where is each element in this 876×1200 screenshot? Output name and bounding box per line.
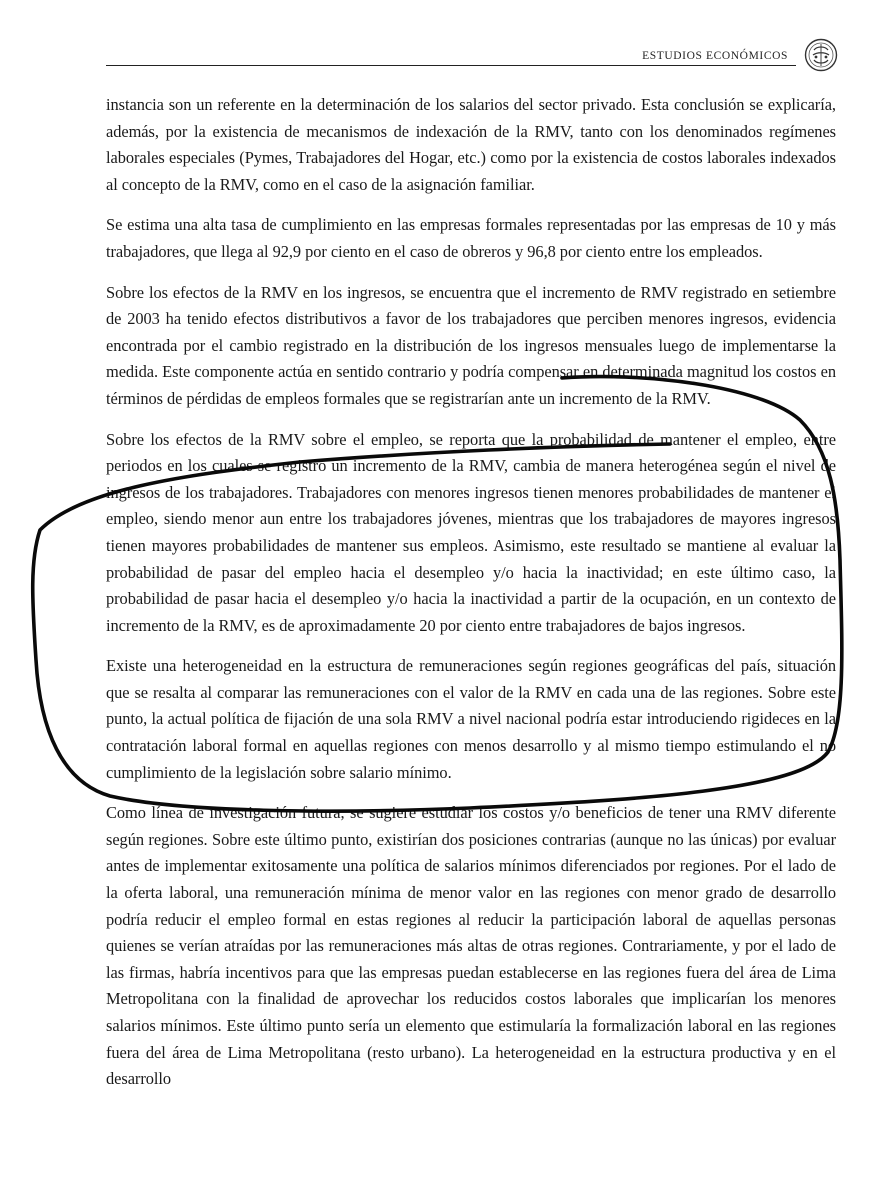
page-header xyxy=(106,36,838,70)
document-body xyxy=(106,92,836,1107)
bcrp-seal-icon xyxy=(804,38,838,72)
paragraph-3: Sobre los efectos de la RMV en los ingresos, se encuentra que el incremento de RMV registrado en setiembre de 2003 ha tenido efectos distributivos a favor de los trabajadores que perciben menores ingresos, evidencia encontrada por el cambio registrado en la distribución de los ingresos mensuales luego de implementarse la medida. Este componente actúa en sentido contrario y podría compensar en determinada magnitud los costos en términos de pérdidas de empleos formales que se registrarían ante un incremento de la RMV. xyxy=(106,282,836,408)
paragraph-5: Existe una heterogeneidad en la estructura de remuneraciones según regiones geográficas del país, situación que se resalta al comparar las remuneraciones con el valor de la RMV en cada una de las regiones. Sobre este punto, la actual política de fijación de una sola RMV a nivel nacional podría estar introduciendo rigideces en la contratación laboral formal en aquellas regiones con menos desarrollo y al mismo tiempo estimulando el no cumplimiento de la legislación sobre salario mínimo. xyxy=(106,656,836,782)
header-title: ESTUDIOS ECONÓMICOS xyxy=(642,50,788,62)
header-rule xyxy=(106,65,796,66)
paragraph-6: Como línea de investigación futura, se sugiere estudiar los costos y/o beneficios de tener una RMV diferente según regiones. Sobre este último punto, existirían dos posiciones contrarias (aunque no las únicas) por evaluar antes de implementar exitosamente una política de salarios mínimos diferenciados por regiones. Por el lado de la oferta laboral, una remuneración mínima de menor valor en las regiones con menor grado de desarrollo podría reducir el empleo formal en estas regiones al reducir la participación laboral de aquellas personas quienes se verían atraídas por las remuneraciones más altas de otras regiones. Contrariamente, y por el lado de las firmas, habría incentivos para que las empresas puedan establecerse en las regiones fuera del área de Lima Metropolitana con la finalidad de aprovechar los reducidos costos laborales que implicarían los menores salarios mínimos. Este último punto sería un elemento que estimularía la formalización laboral en las regiones fuera del área de Lima Metropolitana (resto urbano). La heterogeneidad en la estructura productiva y en el desarrollo xyxy=(106,803,836,1089)
paragraph-1: instancia son un referente en la determinación de los salarios del sector privado. Esta conclusión se explicaría, además, por la existencia de mecanismos de indexación de la RMV, tanto con los denominados regímenes laborales especiales (Pymes, Trabajadores del Hogar, etc.) como por la existencia de costos laborales indexados al concepto de la RMV, como en el caso de la asignación familiar. xyxy=(106,95,836,194)
paragraph-2: Se estima una alta tasa de cumplimiento en las empresas formales representadas por las empresas de 10 y más trabajadores, que llega al 92,9 por ciento en el caso de obreros y 96,8 por ciento entre los empleados. xyxy=(106,215,836,261)
paragraph-4: Sobre los efectos de la RMV sobre el empleo, se reporta que la probabilidad de mantener el empleo, entre periodos en los cuales se registró un incremento de la RMV, cambia de manera heterogénea según el nivel de ingresos de los trabajadores. Trabajadores con menores ingresos tienen menores probabilidades de mantener el empleo, siendo menor aun entre los trabajadores jóvenes, mientras que los trabajadores de mayores ingresos tienen mayores probabilidades de mantener sus empleos. Asimismo, este resultado se mantiene al evaluar la probabilidad de pasar del empleo hacia el desempleo y/o hacia la inactividad; en este último caso, la probabilidad de pasar hacia el desempleo y/o hacia la inactividad a partir de la ocupación, en un contexto de incremento de la RMV, es de aproximadamente 20 por ciento entre trabajadores de bajos ingresos. xyxy=(106,429,836,635)
